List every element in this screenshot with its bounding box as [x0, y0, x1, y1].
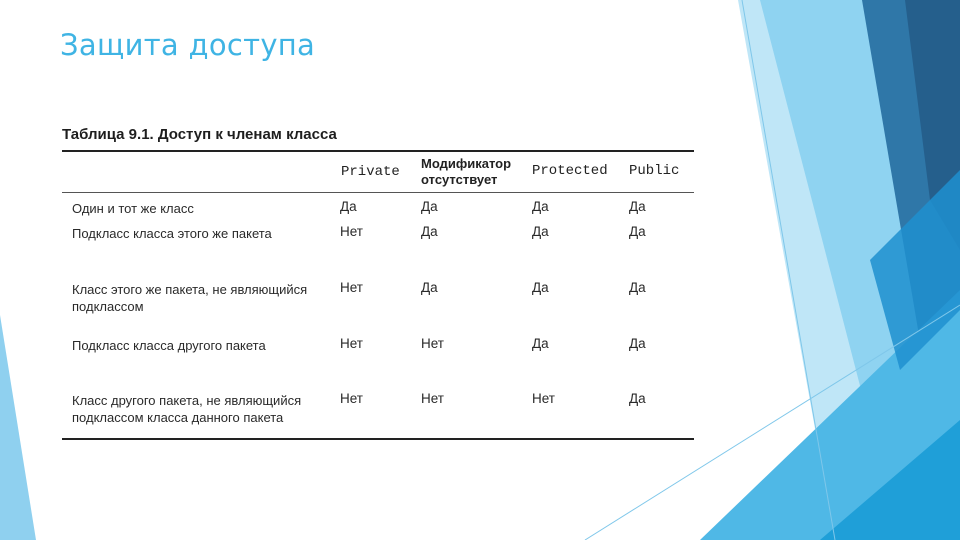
table-row-label: Подкласс класса этого же пакета: [72, 226, 272, 241]
table-cell: Да: [421, 280, 438, 295]
table-bottom-rule: [62, 438, 694, 440]
table-cell: Да: [532, 199, 549, 214]
table-cell: Нет: [340, 336, 363, 351]
column-header-protected: Protected: [532, 163, 608, 179]
table-caption: Таблица 9.1. Доступ к членам класса: [62, 126, 337, 143]
table-cell: Да: [340, 199, 357, 214]
slide-title: Защита доступа: [60, 28, 316, 62]
table-cell: Нет: [532, 391, 555, 406]
table-top-rule: [62, 150, 694, 152]
table-row-label: Подкласс класса другого пакета: [72, 338, 266, 353]
column-header-no-modifier: Модификатор отсутствует: [421, 156, 512, 187]
table-cell: Да: [629, 280, 646, 295]
table-cell: Нет: [421, 336, 444, 351]
table-cell: Да: [629, 199, 646, 214]
table-cell: Нет: [340, 224, 363, 239]
table-cell: Да: [532, 280, 549, 295]
table-cell: Да: [629, 336, 646, 351]
table-cell: Да: [421, 199, 438, 214]
table-row-label: Класс этого же пакета, не являющийся подклассом: [72, 282, 308, 314]
table-cell: Да: [421, 224, 438, 239]
table-cell: Да: [629, 391, 646, 406]
column-header-private: Private: [341, 164, 400, 180]
table-row-label: Класс другого пакета, не являющийся подклассом класса данного пакета: [72, 393, 302, 425]
table-header-rule: [62, 192, 694, 193]
table-cell: Да: [629, 224, 646, 239]
table-cell: Да: [532, 336, 549, 351]
table-cell: Нет: [421, 391, 444, 406]
table-cell: Нет: [340, 391, 363, 406]
left-accent-shape: [0, 315, 36, 540]
column-header-public: Public: [629, 163, 680, 179]
table-cell: Нет: [340, 280, 363, 295]
table-cell: Да: [532, 224, 549, 239]
table-row-label: Один и тот же класс: [72, 201, 194, 216]
